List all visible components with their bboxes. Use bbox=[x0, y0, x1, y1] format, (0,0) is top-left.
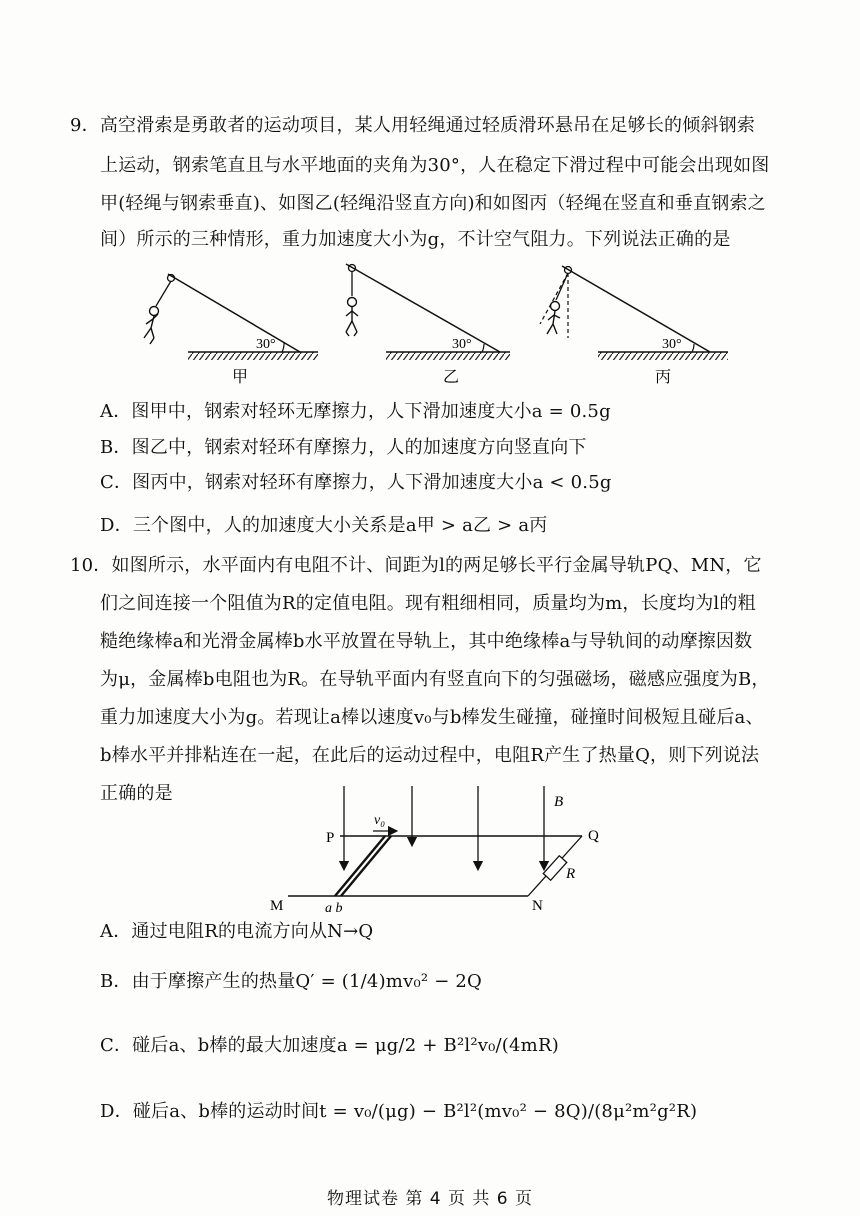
page-footer: 物理试卷 第 4 页 共 6 页 bbox=[326, 1189, 534, 1209]
q9-figure bbox=[0, 258, 860, 388]
rod-b bbox=[341, 836, 391, 896]
q10-figure bbox=[0, 784, 860, 924]
label-v0: v₀ bbox=[374, 813, 386, 828]
label-r: R bbox=[566, 866, 576, 882]
q9-line-2: 上运动，钢索笔直且与水平地面的夹角为30°，人在稳定下滑过程中可能会出现如图 bbox=[100, 155, 770, 176]
angle-label-bing: 30° bbox=[662, 337, 682, 352]
rod-a bbox=[335, 836, 385, 896]
resistor-r bbox=[543, 856, 566, 881]
q9-line-4: 间）所示的三种情形，重力加速度大小为g，不计空气阻力。下列说法正确的是 bbox=[100, 229, 731, 250]
cable-bing bbox=[562, 266, 710, 352]
q10-option-d: D．碰后a、b棒的运动时间t = v₀/(μg) − B²l²(mv₀² − 8Q)/(8μ²m²g²R) bbox=[100, 1101, 698, 1122]
person-yi bbox=[346, 298, 358, 337]
q10-line-2: 们之间连接一个阻值为R的定值电阻。现有粗细相同，质量均为m，长度均为l的粗 bbox=[100, 593, 756, 614]
angle-arc-jia bbox=[282, 343, 284, 352]
q10-line-4: 为μ，金属棒b电阻也为R。在导轨平面内有竖直向下的匀强磁场，磁感应强度为B， bbox=[100, 669, 770, 690]
q9-option-a: A．图甲中，钢索对轻环无摩擦力，人下滑加速度大小a = 0.5g bbox=[100, 401, 611, 422]
q10-line-7: 正确的是 bbox=[100, 783, 173, 804]
cable-yi bbox=[346, 264, 500, 352]
figure-bing bbox=[540, 266, 728, 386]
angle-arc-yi bbox=[482, 344, 484, 352]
label-ab: a b bbox=[325, 901, 343, 916]
person-bing bbox=[547, 302, 560, 335]
label-m: M bbox=[270, 898, 284, 914]
q10-line-1: 10．如图所示，水平面内有电阻不计、间距为l的两足够长平行金属导轨PQ、MN，它 bbox=[70, 555, 762, 576]
caption-jia: 甲 bbox=[232, 369, 249, 386]
q9-line-3: 甲(轻绳与钢索垂直)、如图乙(轻绳沿竖直方向)和如图丙（轻绳在竖直和垂直钢索之 bbox=[100, 193, 766, 214]
angle-arc-bing bbox=[692, 344, 694, 352]
q9-option-c: C．图丙中，钢索对轻环有摩擦力，人下滑加速度大小a < 0.5g bbox=[100, 472, 612, 493]
q10-line-6: b棒水平并排粘连在一起，在此后的运动过程中，电阻R产生了热量Q，则下列说法 bbox=[100, 745, 760, 766]
angle-label-jia: 30° bbox=[256, 337, 276, 352]
angle-label-yi: 30° bbox=[452, 337, 472, 352]
q10-line-3: 糙绝缘棒a和光滑金属棒b水平放置在导轨上，其中绝缘棒a与导轨间的动摩擦因数 bbox=[100, 631, 753, 652]
label-b-field: B bbox=[554, 794, 564, 810]
figure-yi bbox=[346, 264, 510, 386]
q10-option-c: C．碰后a、b棒的最大加速度a = μg/2 + B²l²v₀/(4mR) bbox=[100, 1035, 559, 1056]
cable-jia bbox=[168, 274, 300, 352]
caption-yi: 乙 bbox=[443, 369, 460, 386]
caption-bing: 丙 bbox=[655, 369, 672, 386]
q9-option-d: D．三个图中，人的加速度大小关系是a甲 > a乙 > a丙 bbox=[100, 515, 548, 536]
ground-hatch-yi bbox=[386, 352, 510, 360]
q10-option-a: A．通过电阻R的电流方向从N→Q bbox=[100, 921, 374, 942]
rope-jia bbox=[156, 281, 171, 306]
ground-hatch-jia bbox=[188, 352, 318, 360]
q9-option-b: B．图乙中，钢索对轻环有摩擦力，人的加速度方向竖直向下 bbox=[100, 437, 587, 458]
person-jia bbox=[144, 307, 159, 345]
q9-line-1: 9．高空滑索是勇敢者的运动项目，某人用轻绳通过轻质滑环悬吊在足够长的倾斜钢索 bbox=[70, 115, 756, 136]
label-n: N bbox=[532, 898, 543, 914]
rope-bing bbox=[556, 273, 568, 300]
q10-line-5: 重力加速度大小为g。若现让a棒以速度v₀与b棒发生碰撞，碰撞时间极短且碰后a、 bbox=[100, 707, 764, 728]
ground-hatch-bing bbox=[598, 352, 728, 360]
label-q: Q bbox=[588, 828, 599, 844]
label-p: P bbox=[326, 830, 335, 846]
q10-option-b: B．由于摩擦产生的热量Q′ = (1/4)mv₀² − 2Q bbox=[100, 971, 483, 992]
figure-jia bbox=[144, 274, 318, 386]
